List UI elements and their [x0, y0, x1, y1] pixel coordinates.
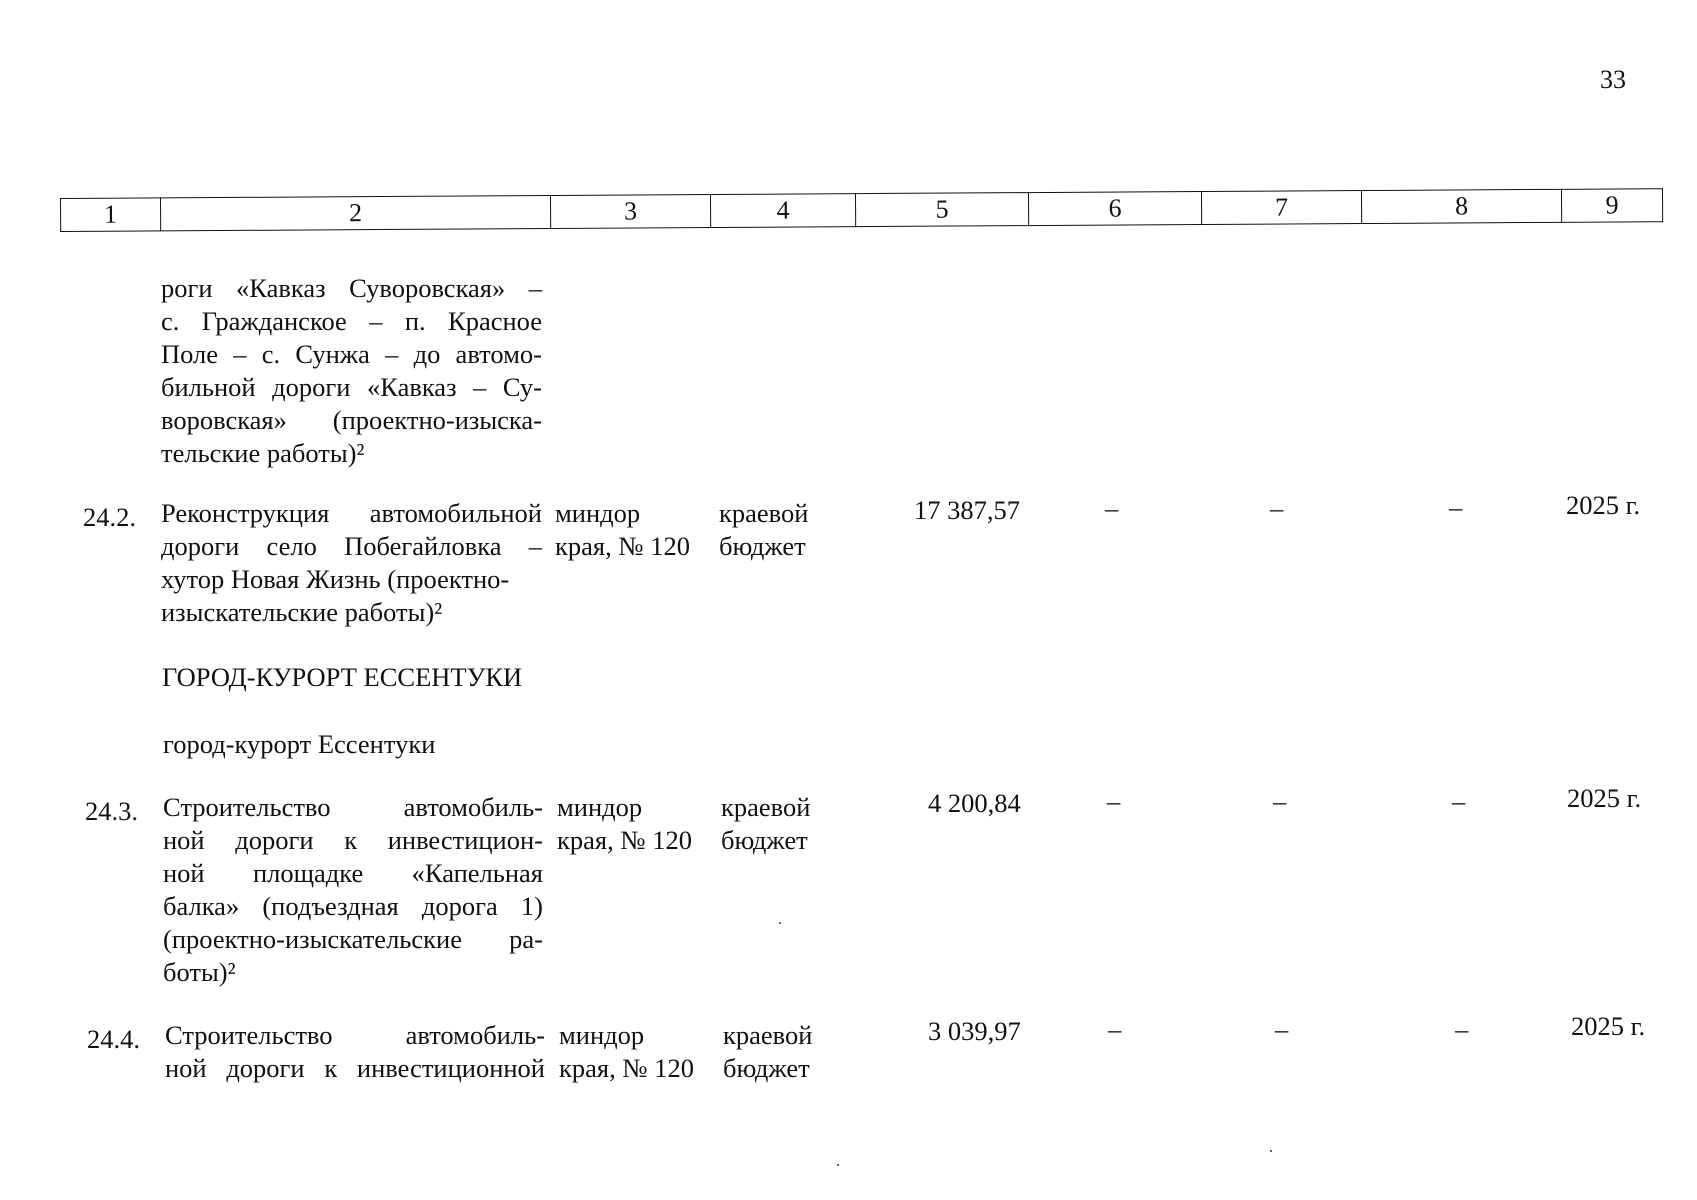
- description-line: изыскательские работы)²: [161, 597, 443, 627]
- row-col8: –: [1452, 786, 1466, 816]
- row-col6: –: [1107, 786, 1121, 816]
- continuation-description: [161, 272, 542, 470]
- header-col-6: 6: [1028, 192, 1201, 226]
- row-number: 24.2.: [83, 502, 136, 532]
- source-line: краевой: [721, 792, 811, 822]
- row-col6: –: [1105, 493, 1119, 523]
- page-number: 33: [1600, 65, 1626, 94]
- row-amount: 3 039,97: [928, 1016, 1021, 1046]
- row-description: [165, 1019, 545, 1085]
- row-amount: 4 200,84: [928, 788, 1021, 818]
- row-description: [163, 791, 543, 989]
- description-line: с. Гражданское – п. Красное: [161, 306, 542, 336]
- row-executor: [557, 791, 707, 857]
- source-line: бюджет: [719, 531, 806, 561]
- row-year: 2025 г.: [1571, 1011, 1646, 1041]
- description-line: балка» (подъездная дорога 1): [163, 891, 543, 921]
- description-line: ной площадке «Капельная: [163, 858, 543, 888]
- description-line: ной дороги к инвестицион-: [163, 825, 543, 855]
- scan-speck: [837, 1164, 839, 1166]
- description-line: бильной дороги «Кавказ – Су-: [161, 372, 542, 402]
- source-line: краевой: [723, 1020, 813, 1050]
- row-funding-source: [723, 1019, 828, 1085]
- row-number: 24.4.: [87, 1024, 140, 1054]
- executor-line: края, № 120: [557, 825, 692, 855]
- header-col-9: 9: [1561, 189, 1662, 223]
- executor-line: миндор: [555, 498, 641, 528]
- row-col7: –: [1270, 493, 1284, 523]
- description-line: хутор Новая Жизнь (проектно-: [161, 564, 510, 594]
- header-col-4: 4: [710, 194, 855, 228]
- header-col-2: 2: [161, 196, 551, 231]
- row-col6: –: [1108, 1014, 1122, 1044]
- description-line: Строительство автомобиль-: [163, 792, 543, 822]
- header-col-3: 3: [550, 195, 710, 229]
- executor-line: края, № 120: [559, 1053, 694, 1083]
- description-line: ной дороги к инвестиционной: [165, 1053, 545, 1083]
- row-year: 2025 г.: [1566, 490, 1641, 520]
- scan-speck: [1270, 1150, 1272, 1152]
- scan-speck: [779, 922, 781, 924]
- header-col-5: 5: [855, 193, 1028, 227]
- row-year: 2025 г.: [1567, 783, 1642, 813]
- description-line: воровская» (проектно-изыска-: [161, 405, 542, 435]
- description-line: дороги село Побегайловка –: [161, 531, 542, 561]
- row-description: [161, 497, 542, 629]
- description-line: Поле – с. Сунжа – до автомо-: [161, 339, 542, 369]
- description-line: Реконструкция автомобильной: [161, 498, 542, 528]
- header-col-1: 1: [61, 198, 161, 232]
- row-executor: [559, 1019, 709, 1085]
- row-funding-source: [721, 791, 826, 857]
- section-heading: ГОРОД-КУРОРТ ЕССЕНТУКИ: [162, 662, 523, 692]
- description-line: боты)²: [163, 957, 236, 987]
- source-line: бюджет: [721, 825, 808, 855]
- source-line: бюджет: [723, 1053, 810, 1083]
- description-line: тельские работы)²: [161, 438, 365, 468]
- row-executor: [555, 497, 705, 563]
- subsection-heading: город-курорт Ессентуки: [163, 729, 436, 759]
- row-col8: –: [1449, 492, 1463, 522]
- description-line: (проектно-изыскательские ра-: [163, 924, 543, 954]
- source-line: краевой: [719, 498, 809, 528]
- description-line: Строительство автомобиль-: [165, 1020, 545, 1050]
- row-col7: –: [1273, 786, 1287, 816]
- row-col7: –: [1275, 1014, 1289, 1044]
- header-col-8: 8: [1361, 189, 1561, 223]
- description-line: роги «Кавказ Суворовская» –: [161, 273, 542, 303]
- row-funding-source: [719, 497, 824, 563]
- executor-line: края, № 120: [555, 531, 690, 561]
- executor-line: миндор: [559, 1020, 645, 1050]
- executor-line: миндор: [557, 792, 643, 822]
- row-amount: 17 387,57: [914, 495, 1020, 525]
- row-col8: –: [1455, 1014, 1469, 1044]
- header-col-7: 7: [1201, 191, 1361, 225]
- row-number: 24.3.: [85, 796, 138, 826]
